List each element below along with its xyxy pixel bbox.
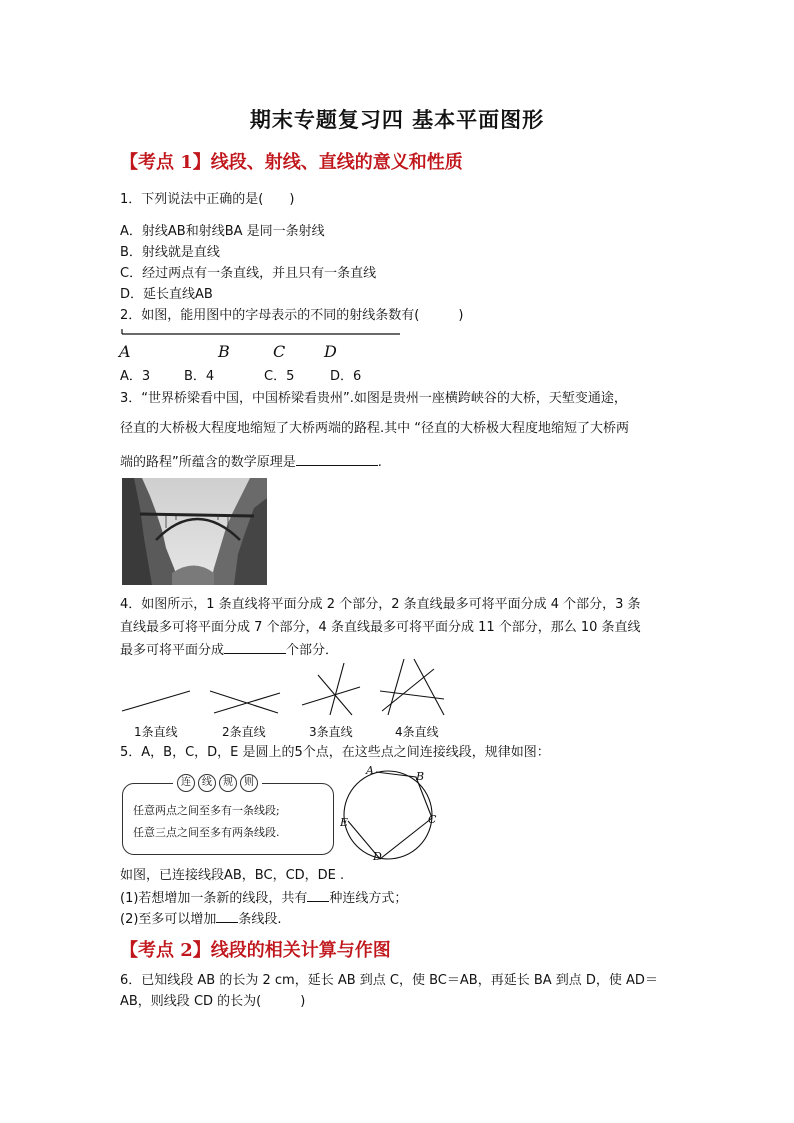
q1-stem: 1．下列说法中正确的是( ) bbox=[120, 192, 295, 207]
q5-stem: 5．A，B，C，D，E 是圆上的5个点，在这些点之间连接线段，规律如图： bbox=[120, 745, 550, 760]
q4-line-2: 直线最多可将平面分成 7 个部分，4 条直线最多可将平面分成 11 个部分，那么 10 条直线 bbox=[120, 620, 641, 635]
rule-title-char: 线 bbox=[198, 774, 216, 792]
q5-blank-2 bbox=[216, 910, 238, 923]
q6-line-1: 6．已知线段 AB 的长为 2 cm，延长 AB 到点 C，使 BC＝AB，再延长 BA 到点 D，使 AD＝ bbox=[120, 973, 658, 988]
q3-line-3-text: 端的路程”所蕴含的数学原理是 bbox=[120, 455, 296, 470]
q3-line-1: 3．“世界桥梁看中国，中国桥梁看贵州”.如图是贵州一座横跨峡谷的大桥，天堑变通途， bbox=[120, 391, 627, 406]
point-label-b: B bbox=[218, 342, 230, 361]
section-heading-1: 【考点 1】线段、射线、直线的意义和性质 bbox=[120, 152, 463, 173]
q6-line-2: AB，则线段 CD 的长为( ) bbox=[120, 994, 306, 1009]
rule-title-char: 则 bbox=[240, 774, 258, 792]
rule-line-2: 任意三点之间至多有两条线段. bbox=[133, 826, 280, 839]
q2-option-a: A．3 bbox=[120, 369, 151, 384]
circle-label-c: C bbox=[428, 813, 437, 826]
q4-caption-1: 1条直线 bbox=[134, 725, 178, 739]
circle-label-e: E bbox=[340, 816, 349, 829]
q4-line-1: 4．如图所示，1 条直线将平面分成 2 个部分，2 条直线最多可将平面分成 4 个部分，3 条 bbox=[120, 597, 641, 612]
point-label-a: A bbox=[119, 342, 131, 361]
q4-caption-4: 4条直线 bbox=[395, 725, 439, 739]
page-title: 期末专题复习四 基本平面图形 bbox=[249, 107, 545, 132]
q4-caption-3: 3条直线 bbox=[309, 725, 353, 739]
q4-line-3a: 最多可将平面分成 bbox=[120, 643, 225, 658]
circle-label-b: B bbox=[416, 770, 425, 783]
q2-option-c: C．5 bbox=[264, 369, 295, 384]
q5-sub-1 bbox=[120, 889, 407, 907]
q5-given: 如图，已连接线段AB，BC，CD，DE . bbox=[120, 868, 345, 883]
q2-option-b: B．4 bbox=[184, 369, 215, 384]
q3-line-3-end: . bbox=[377, 455, 382, 470]
q2-ray-figure bbox=[118, 326, 408, 342]
rule-title-char: 连 bbox=[177, 774, 195, 792]
q4-caption-2: 2条直线 bbox=[222, 725, 266, 739]
q2-option-d: D．6 bbox=[330, 369, 362, 384]
q5-sub-2b: 条线段. bbox=[238, 912, 282, 927]
rule-title-char: 规 bbox=[219, 774, 237, 792]
q4-line-3b: 个部分． bbox=[286, 643, 339, 658]
q5-sub-2a: (2)至多可以增加 bbox=[120, 912, 217, 927]
q4-answer-blank bbox=[224, 641, 286, 654]
q1-option-a: A．射线AB和射线BA 是同一条射线 bbox=[120, 224, 325, 239]
q5-sub-1a: (1)若想增加一条新的线段，共有 bbox=[120, 891, 308, 906]
circle-label-d: D bbox=[373, 850, 382, 863]
section-heading-2: 【考点 2】线段的相关计算与作图 bbox=[120, 940, 391, 961]
q4-lines-figure bbox=[118, 655, 458, 717]
q5-sub-2 bbox=[120, 910, 282, 928]
q1-option-d: D．延长直线AB bbox=[120, 287, 213, 302]
q5-blank-1 bbox=[307, 889, 329, 902]
circle-label-a: A bbox=[366, 764, 374, 777]
q2-stem: 2．如图，能用图中的字母表示的不同的射线条数有( ) bbox=[120, 308, 464, 323]
point-label-d: D bbox=[324, 342, 337, 361]
q1-option-c: C．经过两点有一条直线，并且只有一条直线 bbox=[120, 266, 377, 281]
q3-line-3 bbox=[120, 453, 382, 471]
q1-option-b: B．射线就是直线 bbox=[120, 245, 220, 260]
point-label-c: C bbox=[273, 342, 286, 361]
q3-line-2: 径直的大桥极大程度地缩短了大桥两端的路程.其中 “径直的大桥极大程度地缩短了大桥两 bbox=[120, 421, 630, 436]
q3-answer-blank bbox=[296, 453, 378, 466]
q5-sub-1b: 种连线方式； bbox=[329, 891, 408, 906]
rule-box-title bbox=[173, 774, 262, 792]
connection-rule-box bbox=[122, 777, 334, 855]
rule-line-1: 任意两点之间至多有一条线段; bbox=[133, 804, 280, 817]
bridge-photo bbox=[122, 478, 267, 585]
